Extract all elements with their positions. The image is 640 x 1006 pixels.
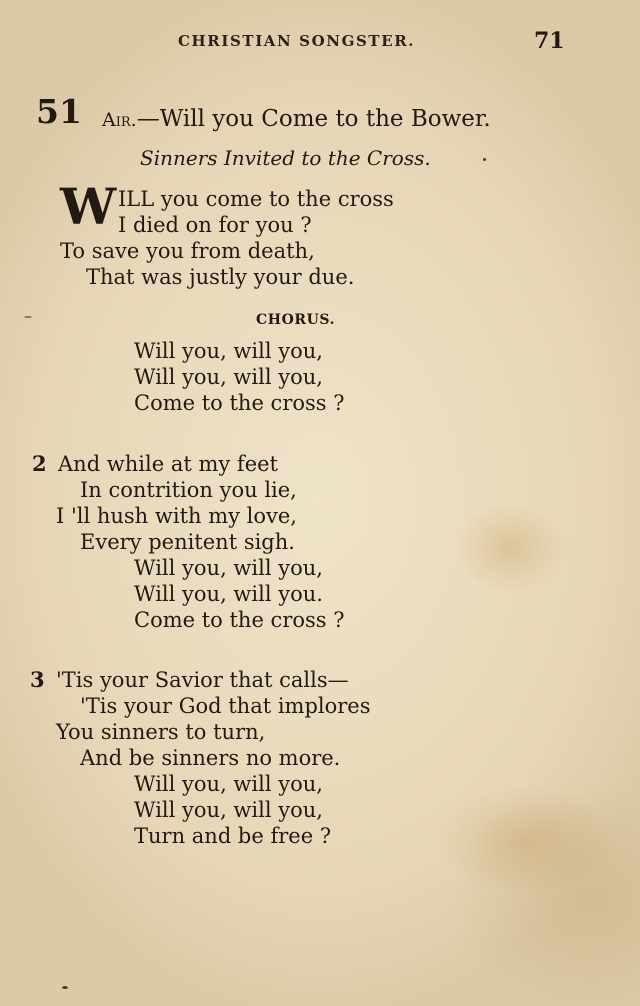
verse-line: I 'll hush with my love,: [56, 504, 297, 528]
verse-line: 'Tis your Savior that calls—: [56, 668, 349, 692]
air-text: —Will you Come to the Bower.: [136, 106, 491, 132]
ink-speck: [483, 158, 486, 161]
verse-line: I died on for you ?: [118, 213, 312, 237]
verse-line: Will you, will you,: [134, 556, 323, 580]
verse-line: Will you, will you.: [134, 582, 323, 606]
verse-line: Will you, will you,: [134, 772, 323, 796]
chorus-label: CHORUS.: [256, 312, 336, 328]
verse-line: Turn and be free ?: [134, 824, 332, 848]
verse-line: You sinners to turn,: [56, 720, 266, 744]
verse-line: ILL you come to the cross: [118, 187, 394, 211]
page-number: 71: [534, 28, 565, 54]
chorus-line: Will you, will you,: [134, 365, 323, 389]
verse-line: In contrition you lie,: [80, 478, 297, 502]
stanza-number: 2: [32, 451, 47, 476]
air-line: [102, 106, 491, 132]
hymn-title: Sinners Invited to the Cross.: [140, 146, 431, 170]
ink-speck: [24, 316, 32, 318]
running-head: CHRISTIAN SONGSTER.: [178, 32, 416, 50]
verse-line: 'Tis your God that implores: [80, 694, 371, 718]
air-label: Air.: [102, 109, 137, 131]
chorus-line: Come to the cross ?: [134, 391, 345, 415]
verse-line: To save you from death,: [60, 239, 315, 263]
chorus-line: Will you, will you,: [134, 339, 323, 363]
drop-cap: W: [60, 177, 117, 236]
verse-line: And while at my feet: [58, 452, 278, 476]
verse-line: Come to the cross ?: [134, 608, 345, 632]
ink-speck: [62, 986, 68, 989]
hymn-number: 51: [36, 92, 82, 131]
stanza-number: 3: [30, 667, 45, 692]
verse-line: Every penitent sigh.: [80, 530, 295, 554]
verse-line: That was justly your due.: [86, 265, 355, 289]
verse-line: Will you, will you,: [134, 798, 323, 822]
verse-line: And be sinners no more.: [80, 746, 341, 770]
